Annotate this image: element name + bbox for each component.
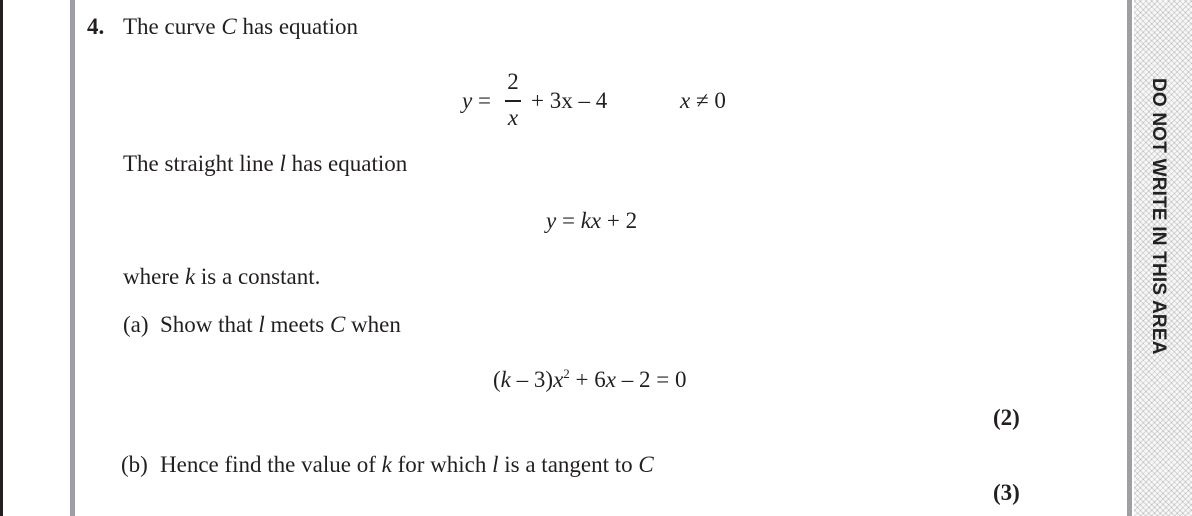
line-intro: The straight line l has equation	[123, 151, 408, 176]
fraction-numerator: 2	[507, 69, 519, 94]
constant-statement: where k is a constant.	[123, 264, 321, 289]
line-equation: y = kx + 2	[546, 208, 638, 233]
part-b-text: Hence find the value of k for which l is a tangent to C	[160, 452, 654, 477]
curve-equation-rest: + 3x – 4	[531, 88, 608, 113]
curve-equation-lhs: y =	[462, 88, 491, 113]
page-left-edge	[0, 0, 3, 516]
margin-warning: DO NOT WRITE IN THIS AREA	[1148, 78, 1169, 355]
part-b-label: (b)	[121, 452, 148, 477]
left-margin-rule	[70, 0, 75, 516]
fraction-denominator: x	[507, 105, 519, 130]
fraction-bar	[505, 100, 521, 102]
part-b-marks: (3)	[993, 480, 1020, 505]
curve-equation-condition: x ≠ 0	[680, 88, 726, 113]
part-a-equation: $(k - 3)x^2 + 6x - 2 = 0$	[493, 366, 687, 392]
question-intro: The curve C has equation	[123, 14, 359, 39]
part-a-label: (a)	[123, 312, 149, 337]
part-a-marks: (2)	[993, 405, 1020, 430]
right-margin-rule	[1127, 0, 1132, 516]
part-a-text: Show that l meets C when	[160, 312, 401, 337]
question-number: 4.	[87, 14, 105, 39]
